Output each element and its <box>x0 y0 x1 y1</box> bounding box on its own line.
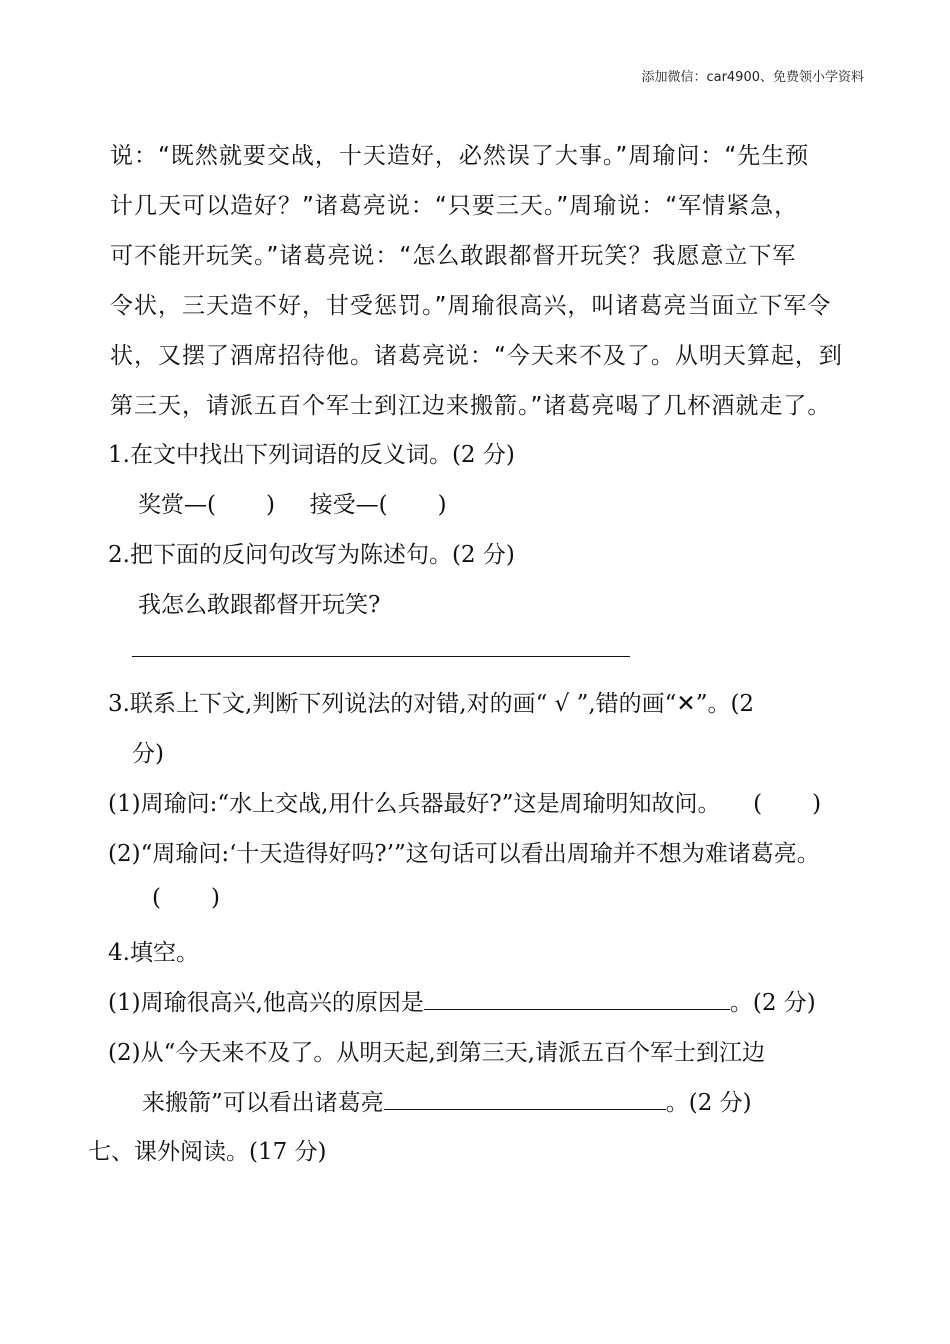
question-3-item-1-paren-close: ) <box>812 791 822 817</box>
antonym-close-2: ) <box>437 492 447 518</box>
question-4-item-1-blank[interactable] <box>424 987 730 1010</box>
question-4-item-2-line-1: (2)从“今天来不及了。从明天起,到第三天,请派五百个军士到江边 <box>108 1040 765 1066</box>
question-3-item-1-paren-open: ( <box>753 791 763 817</box>
question-3-item-1 <box>108 785 821 818</box>
question-4-item-2-line-2 <box>142 1084 752 1117</box>
passage-line-4: 令状，三天造不好，甘受惩罚。”周瑜很高兴，叫诸葛亮当面立下军令 <box>110 293 832 319</box>
question-2-title: 2.把下面的反问句改写为陈述句。(2 分) <box>108 542 515 568</box>
question-2-answer-line[interactable] <box>132 656 630 657</box>
passage-line-5: 状，又摆了酒席招待他。诸葛亮说：“今天来不及了。从明天算起，到 <box>110 343 843 369</box>
passage-line-3: 可不能开玩笑。”诸葛亮说：“怎么敢跟都督开玩笑？我愿意立下军 <box>110 243 797 269</box>
question-3-item-2-paren <box>152 885 220 911</box>
question-2-sentence: 我怎么敢跟都督开玩笑? <box>138 592 381 618</box>
question-1-items <box>138 486 447 519</box>
question-3-item-2-paren-open: ( <box>152 885 161 911</box>
question-3-item-2: (2)“周瑜问:‘十天造得好吗?’”这句话可以看出周瑜并不想为难诸葛亮。 <box>108 841 820 867</box>
question-3-item-2-paren-close: ) <box>210 885 220 911</box>
question-3-title: 3.联系上下文,判断下列说法的对错,对的画“ √ ”,错的画“✕”。(2 <box>108 691 755 717</box>
question-4-item-1-prefix: (1)周瑜很高兴,他高兴的原因是 <box>108 990 424 1016</box>
header-watermark-note: 添加微信：car4900、免费领小学资料 <box>641 70 864 85</box>
question-4-item-1 <box>108 984 816 1017</box>
question-4-item-2-suffix: 。(2 分) <box>665 1090 752 1116</box>
passage-line-2: 计几天可以造好？”诸葛亮说：“只要三天。”周瑜说：“军情紧急， <box>110 193 799 219</box>
passage-line-6: 第三天，请派五百个军士到江边来搬箭。”诸葛亮喝了几杯酒就走了。 <box>110 393 832 419</box>
question-4-title: 4.填空。 <box>108 940 199 966</box>
section-7-title: 七、课外阅读。(17 分) <box>88 1139 327 1165</box>
question-3-item-1-text: (1)周瑜问:“水上交战,用什么兵器最好?”这是周瑜明知故问。 <box>108 791 721 817</box>
question-4-item-2-prefix: 来搬箭”可以看出诸葛亮 <box>142 1090 384 1116</box>
antonym-label-1: 奖赏—( <box>138 492 216 518</box>
question-4-item-1-suffix: 。(2 分) <box>729 990 816 1016</box>
question-3-title-cont: 分) <box>132 741 164 767</box>
antonym-close-1: ) <box>265 492 275 518</box>
question-4-item-2-blank[interactable] <box>384 1087 666 1110</box>
passage-line-1: 说：“既然就要交战，十天造好，必然误了大事。”周瑜问：“先生预 <box>110 143 810 169</box>
question-1-title: 1.在文中找出下列词语的反义词。(2 分) <box>108 442 515 468</box>
antonym-label-2: 接受—( <box>309 492 388 518</box>
